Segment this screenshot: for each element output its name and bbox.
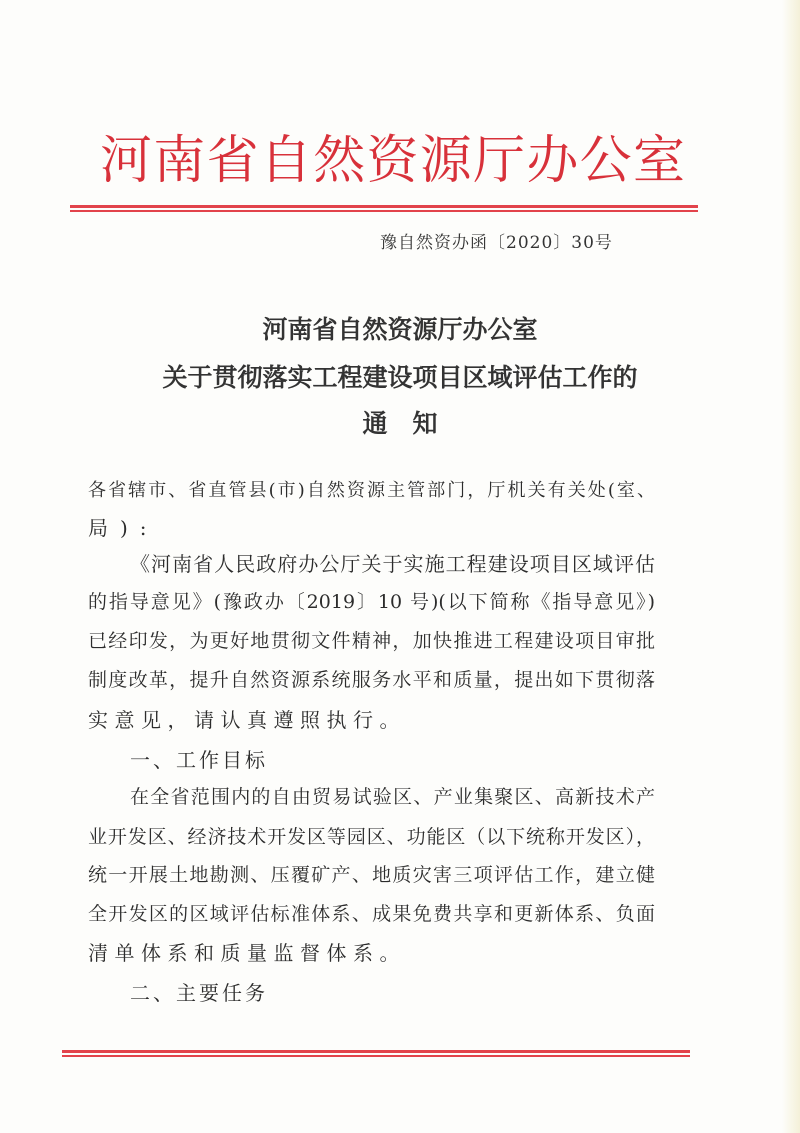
red-rule-bottom-thin <box>62 1055 690 1057</box>
section-1-line: 统一开展土地勘测、压覆矿产、地质灾害三项评估工作，建立健 <box>88 864 655 886</box>
section-1-line: 业开发区、经济技术开发区等园区、功能区（以下统称开发区）， <box>88 826 655 848</box>
title-line-3: 通 知 <box>362 409 438 438</box>
section-2-heading: 二、主要任务 <box>130 981 268 1005</box>
intro-line: 制度改革，提升自然资源系统服务水平和质量，提出如下贯彻落 <box>88 669 655 691</box>
section-1-heading: 一、工作目标 <box>130 748 268 772</box>
title-line-1: 河南省自然资源厅办公室 <box>262 315 538 344</box>
title-line-2: 关于贯彻落实工程建设项目区域评估工作的 <box>162 363 638 392</box>
intro-line: 实意见，请认真遵照执行。 <box>88 708 406 732</box>
intro-line: 《河南省人民政府办公厅关于实施工程建设项目区域评估 <box>130 552 655 576</box>
section-1-line: 全开发区的区域评估标准体系、成果免费共享和更新体系、负面 <box>88 903 655 925</box>
red-rule-top-thin <box>70 210 698 212</box>
red-rule-bottom <box>62 1050 690 1053</box>
page-edge <box>782 0 800 1133</box>
red-rule-top <box>70 205 698 208</box>
addressee-line: 局): <box>88 516 159 540</box>
addressee-line: 各省辖市、省直管县(市)自然资源主管部门，厅机关有关处(室、 <box>88 480 655 501</box>
intro-line: 的指导意见》(豫政办〔2019〕10 号)(以下简称《指导意见》) <box>88 591 655 613</box>
issuer-masthead: 河南省自然资源厅办公室 <box>100 131 685 191</box>
intro-line: 已经印发，为更好地贯彻文件精神，加快推进工程建设项目审批 <box>88 630 655 652</box>
section-1-line: 在全省范围内的自由贸易试验区、产业集聚区、高新技术产 <box>130 786 655 808</box>
section-1-line: 清单体系和质量监督体系。 <box>88 941 406 965</box>
document-number: 豫自然资办函〔2020〕30号 <box>380 233 613 253</box>
